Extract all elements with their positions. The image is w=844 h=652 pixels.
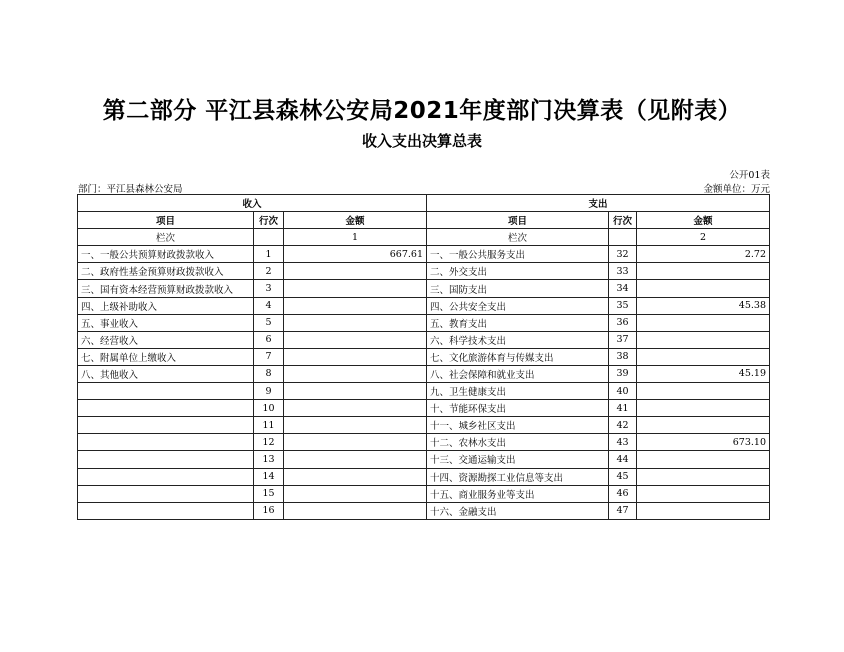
expense-item-cell: 九、卫生健康支出 <box>427 383 609 400</box>
table-title: 收入支出决算总表 <box>361 132 482 150</box>
income-item-cell <box>78 434 254 451</box>
expense-col-index: 2 <box>637 229 770 246</box>
expense-item-cell: 一、一般公共服务支出 <box>427 246 609 263</box>
table-row <box>78 246 770 263</box>
income-amount-cell <box>284 280 427 297</box>
expense-row-no-cell: 37 <box>609 331 637 348</box>
income-col-empty <box>254 229 284 246</box>
expense-item-cell: 六、科学技术支出 <box>427 331 609 348</box>
income-item-cell: 五、事业收入 <box>78 314 254 331</box>
table-row <box>78 297 770 314</box>
unit-label: 金额单位：万元 <box>703 184 770 195</box>
expense-amount-cell <box>637 280 770 297</box>
expense-row-no-cell: 42 <box>609 417 637 434</box>
expense-item-cell: 十、节能环保支出 <box>427 400 609 417</box>
income-amount-cell <box>284 348 427 365</box>
expense-row-no-cell: 33 <box>609 263 637 280</box>
expense-amount-cell <box>637 468 770 485</box>
income-col-index: 1 <box>284 229 427 246</box>
income-row-no-cell: 8 <box>254 365 284 382</box>
income-row-no-cell: 5 <box>254 314 284 331</box>
expense-row-no-cell: 45 <box>609 468 637 485</box>
expense-amount-cell <box>637 263 770 280</box>
income-item-cell <box>78 451 254 468</box>
income-row-no-cell: 9 <box>254 383 284 400</box>
income-row-no-cell: 13 <box>254 451 284 468</box>
income-item-cell: 八、其他收入 <box>78 365 254 382</box>
income-amount-cell <box>284 297 427 314</box>
income-item-cell: 三、国有资本经营预算财政拨款收入 <box>78 280 254 297</box>
income-row-no-cell: 12 <box>254 434 284 451</box>
income-row-no-cell: 7 <box>254 348 284 365</box>
income-item-cell: 二、政府性基金预算财政拨款收入 <box>78 263 254 280</box>
table-row <box>78 263 770 280</box>
department-label: 部门：平江县森林公安局 <box>78 184 183 195</box>
expense-item-cell: 三、国防支出 <box>427 280 609 297</box>
income-amount-cell <box>284 400 427 417</box>
table-row <box>78 348 770 365</box>
income-header: 收入 <box>78 195 427 212</box>
income-amount-cell <box>284 331 427 348</box>
table-row <box>78 383 770 400</box>
income-amount-cell <box>284 417 427 434</box>
expense-amount-cell: 2.72 <box>637 246 770 263</box>
income-amount-cell <box>284 263 427 280</box>
expense-row-no-cell: 35 <box>609 297 637 314</box>
expense-row-no-cell: 41 <box>609 400 637 417</box>
expense-col-empty <box>609 229 637 246</box>
table-row <box>78 468 770 485</box>
income-item-cell: 六、经营收入 <box>78 331 254 348</box>
income-amount-cell: 667.61 <box>284 246 427 263</box>
income-row-no-cell: 16 <box>254 502 284 519</box>
income-item-cell: 七、附属单位上缴收入 <box>78 348 254 365</box>
expense-item-cell: 十六、金融支出 <box>427 502 609 519</box>
expense-row-no-cell: 43 <box>609 434 637 451</box>
table-row <box>78 417 770 434</box>
table-row <box>78 365 770 382</box>
table-row <box>78 434 770 451</box>
income-amount-cell <box>284 502 427 519</box>
expense-item-cell: 十五、商业服务业等支出 <box>427 485 609 502</box>
expense-item-cell: 二、外交支出 <box>427 263 609 280</box>
income-amount-cell <box>284 314 427 331</box>
expense-item-cell: 十二、农林水支出 <box>427 434 609 451</box>
income-col-label: 栏次 <box>78 229 254 246</box>
income-item-cell: 四、上级补助收入 <box>78 297 254 314</box>
income-expense-table <box>77 194 770 520</box>
income-row-no-cell: 2 <box>254 263 284 280</box>
income-row-no-header: 行次 <box>254 212 284 229</box>
expense-row-no-cell: 32 <box>609 246 637 263</box>
table-row <box>78 314 770 331</box>
column-header-row <box>78 212 770 229</box>
expense-row-no-cell: 40 <box>609 383 637 400</box>
expense-amount-header: 金额 <box>637 212 770 229</box>
income-amount-cell <box>284 485 427 502</box>
income-row-no-cell: 15 <box>254 485 284 502</box>
expense-amount-cell <box>637 383 770 400</box>
expense-amount-cell <box>637 502 770 519</box>
expense-item-cell: 十三、交通运输支出 <box>427 451 609 468</box>
income-row-no-cell: 4 <box>254 297 284 314</box>
income-item-cell <box>78 502 254 519</box>
expense-row-no-cell: 44 <box>609 451 637 468</box>
table-row <box>78 280 770 297</box>
expense-row-no-cell: 38 <box>609 348 637 365</box>
page-title: 第二部分 平江县森林公安局2021年度部门决算表（见附表） <box>102 98 742 124</box>
expense-item-cell: 十四、资源勘探工业信息等支出 <box>427 468 609 485</box>
expense-amount-cell <box>637 417 770 434</box>
expense-header: 支出 <box>427 195 770 212</box>
income-row-no-cell: 1 <box>254 246 284 263</box>
expense-amount-cell <box>637 348 770 365</box>
income-amount-cell <box>284 365 427 382</box>
income-item-cell <box>78 417 254 434</box>
income-item-cell <box>78 383 254 400</box>
expense-row-no-cell: 46 <box>609 485 637 502</box>
income-amount-cell <box>284 383 427 400</box>
expense-row-no-cell: 34 <box>609 280 637 297</box>
income-item-header: 项目 <box>78 212 254 229</box>
income-row-no-cell: 6 <box>254 331 284 348</box>
expense-row-no-cell: 36 <box>609 314 637 331</box>
expense-row-no-cell: 47 <box>609 502 637 519</box>
expense-item-cell: 十一、城乡社区支出 <box>427 417 609 434</box>
expense-amount-cell <box>637 314 770 331</box>
expense-amount-cell: 45.19 <box>637 365 770 382</box>
expense-amount-cell <box>637 485 770 502</box>
income-item-cell <box>78 468 254 485</box>
table-row <box>78 331 770 348</box>
expense-item-cell: 五、教育支出 <box>427 314 609 331</box>
expense-amount-cell: 673.10 <box>637 434 770 451</box>
section-header-row <box>78 195 770 212</box>
table-number: 公开01表 <box>729 170 770 181</box>
income-item-cell: 一、一般公共预算财政拨款收入 <box>78 246 254 263</box>
income-item-cell <box>78 400 254 417</box>
table-row <box>78 485 770 502</box>
income-amount-cell <box>284 434 427 451</box>
expense-row-no-cell: 39 <box>609 365 637 382</box>
table-row <box>78 502 770 519</box>
income-amount-header: 金额 <box>284 212 427 229</box>
income-row-no-cell: 3 <box>254 280 284 297</box>
table-row <box>78 400 770 417</box>
income-row-no-cell: 10 <box>254 400 284 417</box>
column-index-row <box>78 229 770 246</box>
income-amount-cell <box>284 451 427 468</box>
expense-item-header: 项目 <box>427 212 609 229</box>
expense-amount-cell <box>637 331 770 348</box>
income-amount-cell <box>284 468 427 485</box>
expense-amount-cell: 45.38 <box>637 297 770 314</box>
income-row-no-cell: 11 <box>254 417 284 434</box>
expense-row-no-header: 行次 <box>609 212 637 229</box>
income-item-cell <box>78 485 254 502</box>
expense-item-cell: 八、社会保障和就业支出 <box>427 365 609 382</box>
expense-col-label: 栏次 <box>427 229 609 246</box>
income-row-no-cell: 14 <box>254 468 284 485</box>
expense-item-cell: 四、公共安全支出 <box>427 297 609 314</box>
expense-item-cell: 七、文化旅游体育与传媒支出 <box>427 348 609 365</box>
expense-amount-cell <box>637 400 770 417</box>
expense-amount-cell <box>637 451 770 468</box>
table-row <box>78 451 770 468</box>
